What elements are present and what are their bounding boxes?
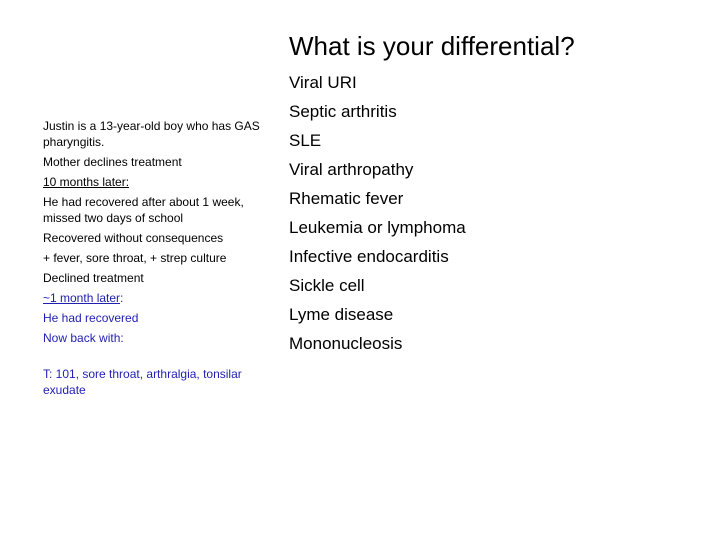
differential-panel: [289, 28, 709, 358]
differential-item-septic-arthritis: Septic arthritis: [289, 102, 397, 121]
differential-item-viral-arthropathy: Viral arthropathy: [289, 160, 414, 179]
case-month-later: [43, 290, 268, 306]
differential-title: What is your differential?: [289, 31, 575, 61]
differential-item-lyme-disease: Lyme disease: [289, 305, 394, 324]
case-description: [43, 118, 268, 402]
case-fever-line: + fever, sore throat, + strep culture: [43, 251, 227, 265]
case-spacer: [43, 350, 268, 366]
case-recovered-week: He had recovered after about 1 week, missed two days of school: [43, 195, 244, 225]
differential-list: [289, 68, 709, 358]
case-declines: Mother declines treatment: [43, 155, 182, 169]
case-presentation: T: 101, sore throat, arthralgia, tonsilar exudate: [43, 367, 242, 397]
differential-item-viral-uri: Viral URI: [289, 73, 357, 92]
differential-item-leukemia-lymphoma: Leukemia or lymphoma: [289, 218, 466, 237]
differential-item-rheumatic-fever: Rhematic fever: [289, 189, 404, 208]
differential-item-mononucleosis: Mononucleosis: [289, 334, 403, 353]
case-now-back: Now back with:: [43, 331, 124, 345]
differential-item-sle: SLE: [289, 131, 322, 150]
case-month-later-colon: :: [120, 291, 124, 305]
case-month-later-heading: ~1 month later: [43, 291, 121, 305]
case-had-recovered: He had recovered: [43, 311, 139, 325]
case-recovered-no-consequences: Recovered without consequences: [43, 231, 224, 245]
differential-item-sickle-cell: Sickle cell: [289, 276, 365, 295]
case-later-heading: 10 months later:: [43, 175, 130, 189]
case-intro: Justin is a 13-year-old boy who has GAS pharyngitis.: [43, 119, 260, 149]
case-declined-treatment: Declined treatment: [43, 271, 144, 285]
differential-item-infective-endocarditis: Infective endocarditis: [289, 247, 449, 266]
